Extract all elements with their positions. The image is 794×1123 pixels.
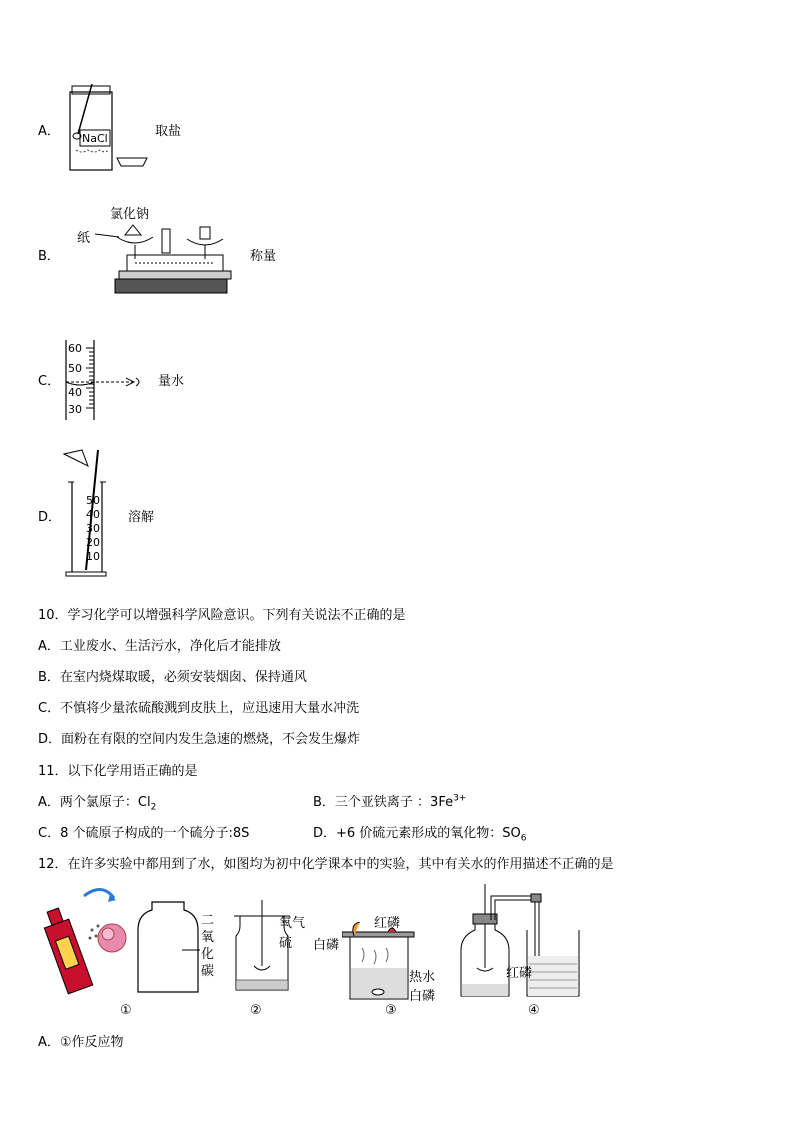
q10-option-c: C．不慎将少量浓硫酸溅到皮肤上，应迅速用大量水冲洗: [38, 701, 360, 716]
co2-label: 二氧化碳: [201, 913, 215, 979]
q11-option-b: [313, 791, 466, 810]
option-c-caption: 量水: [158, 374, 185, 389]
d-tick-20: 20: [86, 536, 100, 549]
experiment-3-figure: [342, 922, 416, 1002]
sulfur-label: 硫: [279, 936, 293, 951]
q11-d-sub: 6: [520, 833, 527, 844]
red-phosphorus-4-label: 红磷: [506, 966, 533, 981]
balance-figure: [95, 215, 235, 299]
option-b-letter: B．: [38, 249, 60, 264]
red-phosphorus-label: 红磷: [374, 916, 401, 931]
q11-option-d: [313, 822, 527, 844]
tick-40: 40: [68, 386, 82, 399]
fig-num-2: ②: [250, 1003, 262, 1018]
d-tick-30: 30: [86, 522, 100, 535]
paper-label: 纸: [77, 231, 91, 246]
q11-d-text: D．+6 价硫元素形成的氧化物：SO: [313, 826, 521, 841]
experiment-1-figure: [40, 880, 210, 1000]
option-c-letter: C．: [38, 374, 61, 389]
nacl-jar-label: NaCl: [82, 132, 108, 145]
option-b-caption: 称量: [250, 249, 277, 264]
fig-num-4: ④: [528, 1003, 540, 1018]
q11-a-sub: 2: [150, 802, 157, 813]
option-d-caption: 溶解: [128, 510, 155, 525]
q11-b-text: B．三个亚铁离子 ：3Fe: [313, 795, 454, 810]
tick-50: 50: [68, 362, 82, 375]
q10-option-b: B．在室内烧煤取暖，必须安装烟囱、保持通风: [38, 670, 307, 685]
q11-b-sup: 3+: [453, 793, 467, 804]
nacl-label: 氯化钠: [110, 207, 150, 222]
d-tick-40: 40: [86, 508, 100, 521]
q11-stem: 11．以下化学用语正确的是: [38, 764, 198, 779]
hot-water-label: 热水: [409, 970, 436, 985]
q11-option-c: C．8 个硫原子构成的一个硫分子:8S: [38, 826, 250, 841]
oxygen-label: 氧气: [279, 916, 306, 931]
option-d-letter: D．: [38, 510, 62, 525]
q12-stem: 12．在许多实验中都用到了水，如图均为初中化学课本中的实验，其中有关水的作用描述不正确的是: [38, 857, 614, 872]
q12-option-a: A．①作反应物: [38, 1035, 124, 1050]
q10-stem: 10．学习化学可以增强科学风险意识。下列有关说法不正确的是: [38, 608, 406, 623]
d-tick-10: 10: [86, 550, 100, 563]
option-a-letter: A．: [38, 124, 60, 139]
q10-option-a: A．工业废水、生活污水，净化后才能排放: [38, 639, 281, 654]
experiment-4-figure: [455, 884, 585, 1000]
tick-30: 30: [68, 403, 82, 416]
white-phosphorus-top-label: 白磷: [313, 938, 340, 953]
tick-60: 60: [68, 342, 82, 355]
d-tick-50: 50: [86, 494, 100, 507]
q10-option-d: D．面粉在有限的空间内发生急速的燃烧，不会发生爆炸: [38, 732, 361, 747]
q11-a-text: A．两个氯原子：Cl: [38, 795, 151, 810]
fig-num-1: ①: [120, 1003, 132, 1018]
q11-option-a: [38, 791, 156, 813]
fig-num-3: ③: [385, 1003, 397, 1018]
option-a-caption: 取盐: [155, 124, 182, 139]
white-phosphorus-bottom-label: 白磷: [409, 989, 436, 1004]
